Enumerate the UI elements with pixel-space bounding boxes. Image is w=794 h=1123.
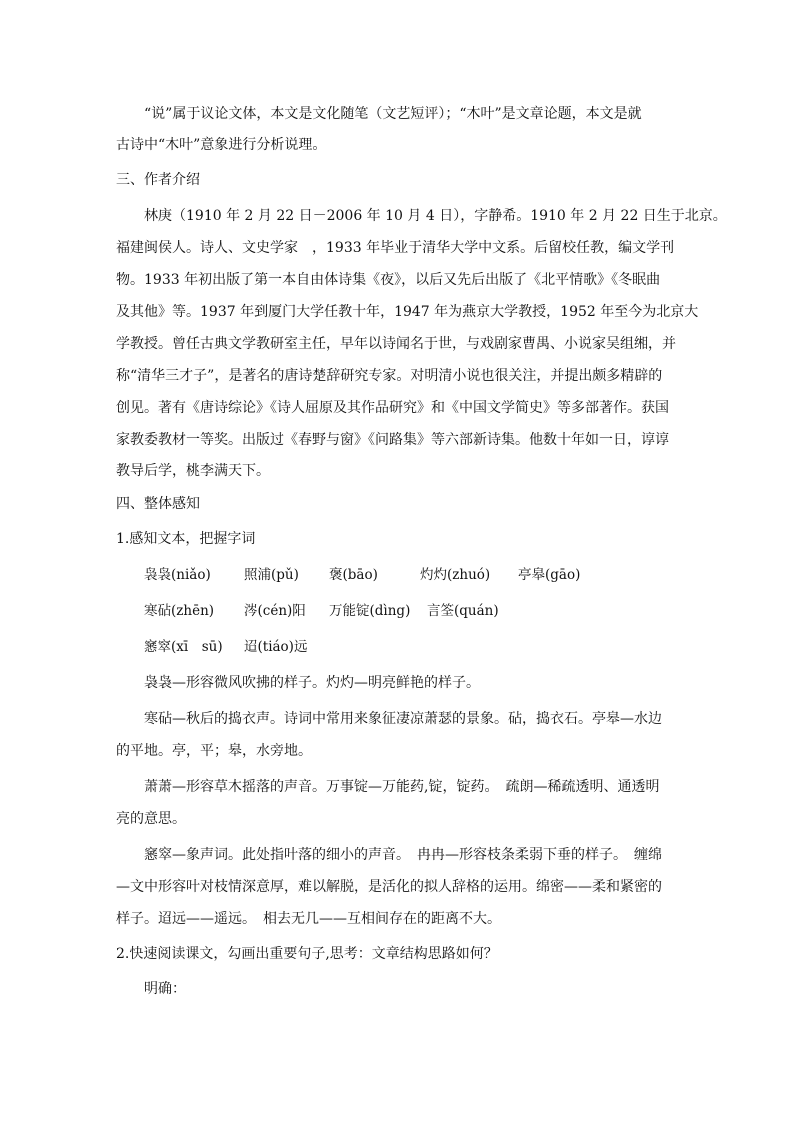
- author-line-5: 学教授。曾任古典文学教研室主任，早年以诗闻名于世，与戏剧家曹禺、小说家吴组缃，并: [116, 336, 676, 352]
- vocab-item: 迢(tiáo)远: [244, 639, 308, 655]
- author-line-3: 物。1933 年初出版了第一本自由体诗集《夜》，以后又先后出版了《北平情歌》《冬眠曲: [116, 272, 661, 288]
- intro-line-2: 古诗中“木叶”意象进行分析说理。: [116, 137, 327, 153]
- author-line-8: 家教委教材一等奖。出版过《春野与窗》《问路集》等六部新诗集。他数十年如一日，谆谆: [116, 432, 669, 448]
- definition-line-3: 的平地。亭，平；皋，水旁地。: [116, 743, 312, 759]
- answer-label: 明确：: [144, 981, 186, 997]
- vocab-item: 袅袅(niǎo): [144, 567, 211, 583]
- definition-line-4: 萧萧—形容草木摇落的声音。万事锭—万能药,锭，锭药。 疏朗—稀疏透明、通透明: [144, 779, 660, 795]
- section-heading-perception: 四、整体感知: [116, 496, 200, 512]
- vocab-item: 灼灼(zhuó): [420, 567, 491, 583]
- author-line-9: 教导后学，桃李满天下。: [116, 463, 270, 479]
- definition-line-8: 样子。迢远——遥远。 相去无几——互相间存在的距离不大。: [116, 911, 501, 927]
- vocab-item: 言筌(quán): [427, 603, 499, 619]
- intro-line-1: “说”属于议论文体，本文是文化随笔（文艺短评）；“木叶”是文章论题，本文是就: [144, 106, 642, 122]
- author-line-7: 创见。著有《唐诗综论》《诗人屈原及其作品研究》和《中国文学简史》等多部著作。获国: [116, 400, 669, 416]
- vocab-item: 寒砧(zhēn): [144, 603, 215, 619]
- definition-line-1: 袅袅—形容微风吹拂的样子。灼灼—明亮鲜艳的样子。: [144, 675, 480, 691]
- vocab-item: 窸窣(xī sū): [144, 639, 223, 655]
- author-line-4: 及其他》等。1937 年到厦门大学任教十年，1947 年为燕京大学教授，1952 年至今为北京大: [116, 304, 699, 320]
- section-heading-author: 三、作者介绍: [116, 172, 200, 188]
- author-line-2: 福建闽侯人。诗人、文史学家 ，1933 年毕业于清华大学中文系。后留校任教，编文学刊: [116, 240, 675, 256]
- vocab-item: 褒(bāo): [329, 567, 378, 583]
- definition-line-6: 窸窣—象声词。此处指叶落的细小的声音。 冉冉—形容枝条柔弱下垂的样子。 缠绵: [144, 847, 662, 863]
- subheading-vocabulary: 1.感知文本，把握字词: [116, 531, 256, 547]
- author-line-1: 林庚（1910 年 2 月 22 日－2006 年 10 月 4 日），字静希。1910 年 2 月 22 日生于北京。: [144, 208, 727, 224]
- author-line-6: 称“清华三才子”，是著名的唐诗楚辞研究专家。对明清小说也很关注，并提出颇多精辟的: [116, 368, 663, 384]
- definition-line-7: —文中形容叶对枝情深意厚，难以解脱，是活化的拟人辞格的运用。绵密——柔和紧密的: [116, 879, 662, 895]
- definition-line-2: 寒砧—秋后的捣衣声。诗词中常用来象征凄凉萧瑟的景象。砧，捣衣石。亭皋—水边: [144, 711, 662, 727]
- vocab-item: 亭皋(gāo): [518, 567, 581, 583]
- vocab-item: 涔(cén)阳: [244, 603, 306, 619]
- vocab-item: 照浦(pǔ): [244, 567, 299, 583]
- vocab-item: 万能锭(dìng): [329, 603, 411, 619]
- definition-line-5: 亮的意思。: [116, 811, 186, 827]
- subheading-structure-question: 2.快速阅读课文，勾画出重要句子,思考：文章结构思路如何？: [116, 946, 498, 962]
